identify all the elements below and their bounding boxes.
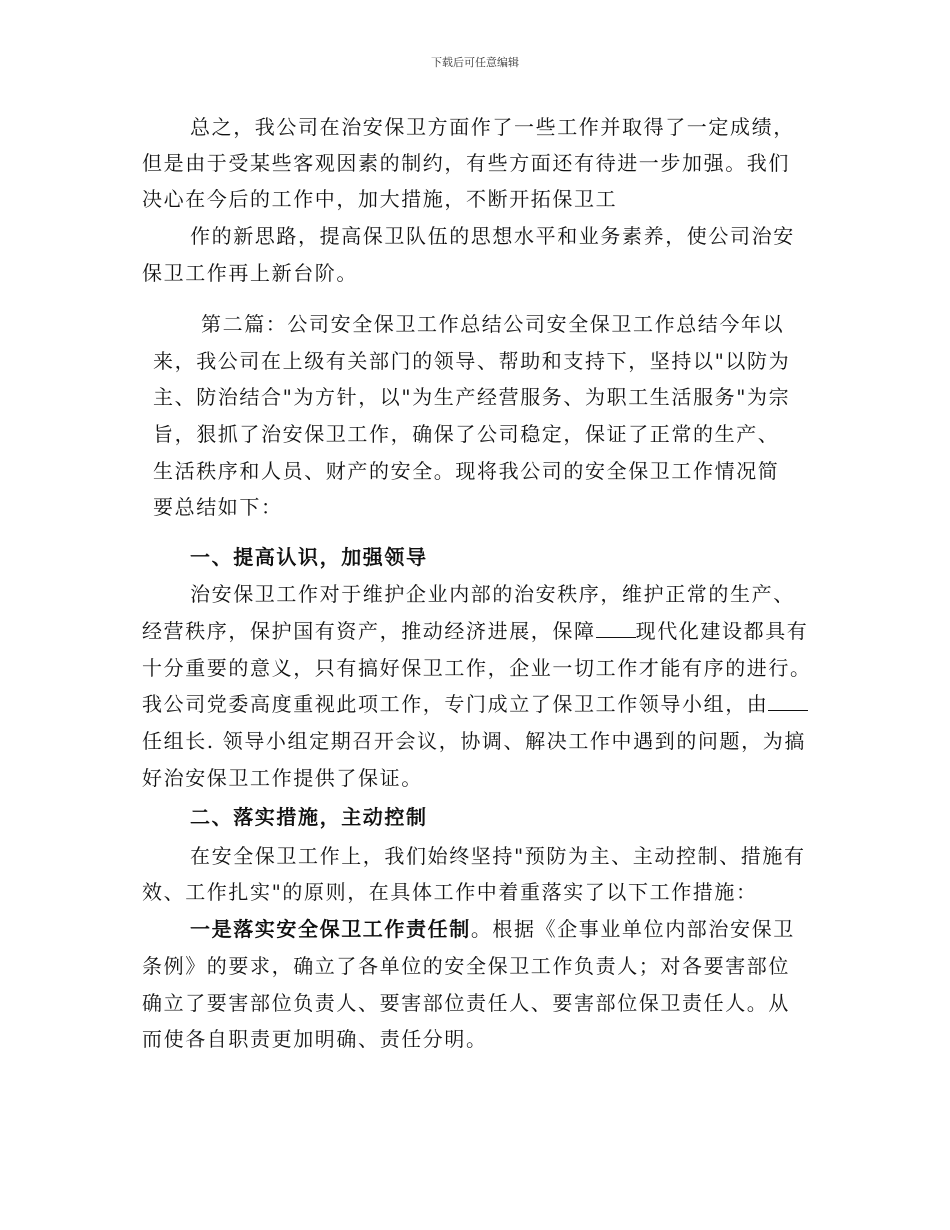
paragraph-line: 第二篇：公司安全保卫工作总结公司安全保卫工作总结今年以 bbox=[201, 312, 785, 336]
paragraph-line: 来，我公司在上级有关部门的领导、帮助和支持下，坚持以"以防为 bbox=[153, 349, 791, 373]
bold-lead-text: 一是落实安全保卫工作责任制 bbox=[190, 917, 471, 941]
paragraph-line: 任组长. 领导小组定期召开会议，协调、解决工作中遇到的问题，为搞 bbox=[142, 729, 806, 753]
blank-underline bbox=[768, 692, 808, 711]
paragraph-line: 要总结如下： bbox=[153, 495, 283, 519]
paragraph-line: 十分重要的意义，只有搞好保卫工作，企业一切工作才能有序的进行。 bbox=[142, 656, 812, 680]
paragraph-line: 条例》的要求，确立了各单位的安全保卫工作负责人；对各要害部位 bbox=[142, 954, 790, 978]
section-heading: 一、提高认识，加强领导 bbox=[190, 545, 428, 569]
paragraph-line: 治安保卫工作对于维护企业内部的治安秩序，维护正常的生产、 bbox=[190, 582, 795, 606]
paragraph-line: 好治安保卫工作提供了保证。 bbox=[142, 766, 423, 790]
paragraph-line: 在安全保卫工作上，我们始终坚持"预防为主、主动控制、措施有 bbox=[190, 844, 806, 868]
paragraph-line: 而使各自职责更加明确、责任分明。 bbox=[142, 1027, 488, 1051]
paragraph-line: 主、防治结合"为方针，以"为生产经营服务、为职工生活服务"为宗 bbox=[153, 385, 791, 409]
paragraph-line: 确立了要害部位负责人、要害部位责任人、要害部位保卫责任人。从 bbox=[142, 991, 790, 1015]
paragraph-line: 效、工作扎实"的原则，在具体工作中着重落实了以下工作措施： bbox=[142, 880, 758, 904]
paragraph-line: 保卫工作再上新台阶。 bbox=[142, 261, 358, 285]
blank-underline bbox=[596, 619, 636, 638]
paragraph-line: 但是由于受某些客观因素的制约，有些方面还有待进一步加强。我们 bbox=[142, 151, 790, 175]
paragraph-line: 作的新思路，提高保卫队伍的思想水平和业务素养，使公司治安 bbox=[190, 224, 795, 248]
line-text: 。根据《企事业单位内部治安保卫 bbox=[470, 917, 795, 941]
paragraph-line: 生活秩序和人员、财产的安全。现将我公司的安全保卫工作情况简 bbox=[153, 459, 780, 483]
line-text: 经营秩序，保护国有资产，推动经济进展，保障 bbox=[142, 619, 596, 643]
line-text: 现代化建设都具有 bbox=[635, 619, 809, 643]
line-text: 我公司党委高度重视此项工作，专门成立了保卫工作领导小组，由 bbox=[142, 692, 769, 716]
section-heading: 二、落实措施，主动控制 bbox=[190, 805, 428, 829]
paragraph-line bbox=[190, 915, 795, 943]
paragraph-line: 旨，狠抓了治安保卫工作，确保了公司稳定，保证了正常的生产、 bbox=[153, 422, 780, 446]
paragraph-line bbox=[142, 617, 808, 645]
page-header: 下载后可任意编辑 bbox=[431, 56, 519, 69]
paragraph-line bbox=[142, 690, 808, 718]
paragraph-line: 总之，我公司在治安保卫方面作了一些工作并取得了一定成绩， bbox=[190, 115, 795, 139]
paragraph-line: 决心在今后的工作中，加大措施，不断开拓保卫工 bbox=[142, 187, 618, 211]
